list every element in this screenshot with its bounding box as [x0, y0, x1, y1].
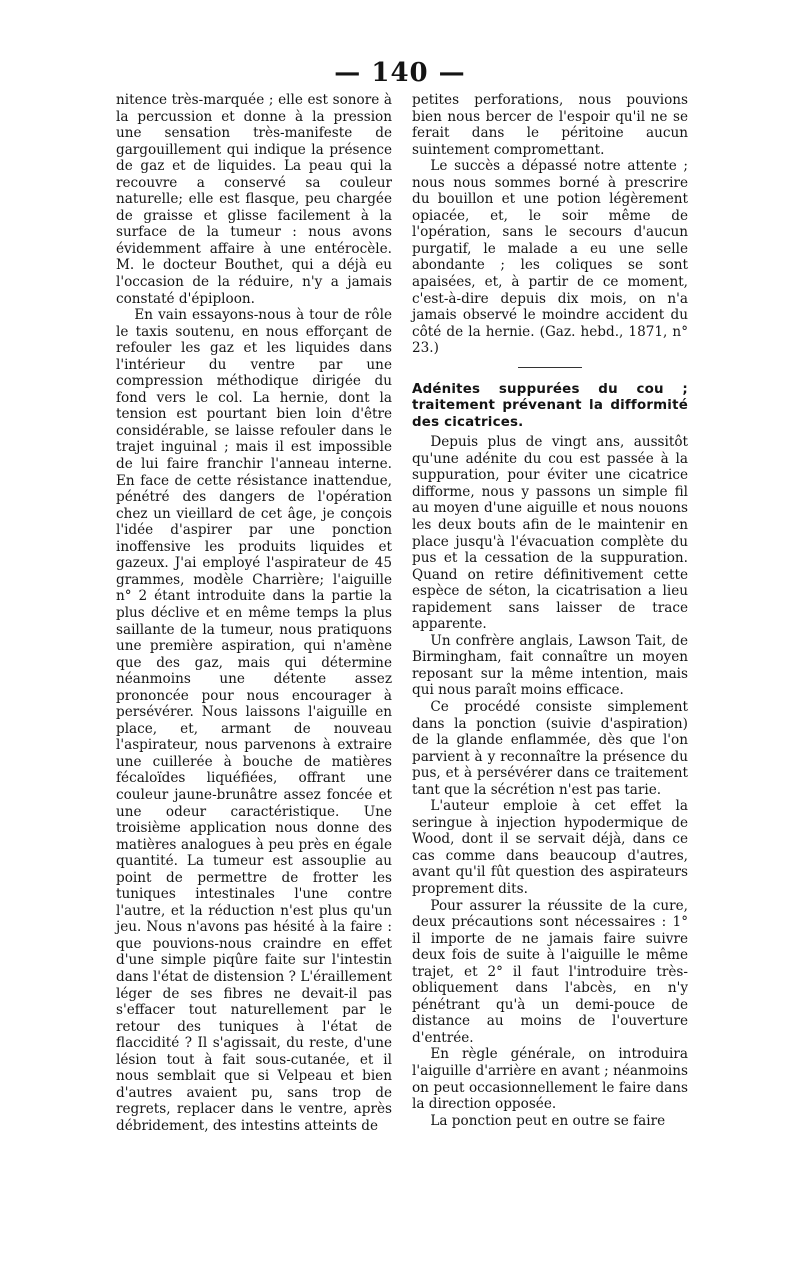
right-paragraph-6: L'auteur emploie à cet effet la seringue à injection hypodermique de Wood, dont il se servait déjà, dans ce cas comme dans beaucoup d'autres, avant qu'il fût question des aspirateurs proprement dits.: [412, 798, 688, 898]
right-paragraph-3: Depuis plus de vingt ans, aussitôt qu'une adénite du cou est passée à la suppuration, pour éviter une cicatrice difforme, nous y passons un simple fil au moyen d'une aiguille et nous nouons les deux bouts afin de le maintenir en place jusqu'à l'évacuation complète du pus et la cessation de la suppuration. Quand on retire définitivement cette espèce de séton, la cicatrisation a lieu rapidement sans laisser de trace apparente.: [412, 434, 688, 633]
left-paragraph-2: En vain essayons-nous à tour de rôle le taxis soutenu, en nous efforçant de refouler les gaz et les liquides dans l'intérieur du ventre par une compression méthodique dirigée du fond vers le col. La hernie, dont la tension est pourtant bien loin d'être considérable, se laisse refouler dans le trajet inguinal ; mais il est impossible de lui faire franchir l'anneau interne. En face de cette résistance inattendue, pénétré des dangers de l'opération chez un vieillard de cet âge, je conçois l'idée d'aspirer par une ponction inoffensive les produits liquides et gazeux. J'ai employé l'aspirateur de 45 grammes, modèle Charrière; l'aiguille n° 2 étant introduite dans la partie la plus déclive et en même temps la plus saillante de la tumeur, nous pratiquons une première aspiration, qui n'amène que des gaz, mais qui détermine néanmoins une détente assez prononcée pour nous encourager à persévérer. Nous laissons l'aiguille en place, et, armant de nouveau l'aspirateur, nous parvenons à extraire une cuillerée à bouche de matières fécaloïdes liquéfiées, offrant une couleur jaune-brunâtre assez foncée et une odeur caractéristique. Une troisième application nous donne des matières analogues à peu près en égale quantité. La tumeur est assouplie au point de permettre de frotter les tuniques intestinales l'une contre l'autre, et la réduction n'est plus qu'un jeu. Nous n'avons pas hésité à la faire : que pouvions-nous craindre en effet d'une simple piqûre faite sur l'intestin dans l'état de distension ? L'éraillement léger de ses fibres ne devait-il pas s'effacer tout naturellement par le retour des tuniques à l'état de flaccidité ? Il s'agissait, du reste, d'une lésion tout à fait sous-cutanée, et il nous semblait que si Velpeau et bien d'autres avaient pu, sans trop de regrets, replacer dans le ventre, après débridement, des intestins atteints de: [116, 307, 392, 1134]
left-paragraph-1: nitence très-marquée ; elle est sonore à la percussion et donne à la pression une sensation très-manifeste de gargouillement qui indique la présence de gaz et de liquides. La peau qui la recouvre a conservé sa couleur naturelle; elle est flasque, peu chargée de graisse et glisse facilement à la surface de la tumeur : nous avons évidemment affaire à une entérocèle. M. le docteur Bouthet, qui a déjà eu l'occasion de la réduire, n'y a jamais constaté d'épiploon.: [116, 92, 392, 307]
right-paragraph-2: Le succès a dépassé notre attente ; nous nous sommes borné à prescrire du bouillon et une potion légèrement opiacée, et, le soir même de l'opération, sans le secours d'aucun purgatif, le malade a eu une selle abondante ; les coliques se sont apaisées, et, à partir de ce moment, c'est-à-dire depuis dix mois, on n'a jamais observé le moindre accident du côté de la hernie. (Gaz. hebd., 1871, n° 23.): [412, 158, 688, 357]
right-paragraph-7: Pour assurer la réussite de la cure, deux précautions sont nécessaires : 1° il importe de ne jamais faire suivre deux fois de suite à l'aiguille le même trajet, et 2° il faut l'introduire très-obliquement dans l'abcès, en n'y pénétrant qu'à un demi-pouce de distance au moins de l'ouverture d'entrée.: [412, 897, 688, 1046]
right-column: [412, 92, 688, 1129]
right-paragraph-9: La ponction peut en outre se faire: [430, 1112, 666, 1129]
left-column: [116, 92, 392, 1134]
page-number: — 140 —: [334, 58, 466, 88]
section-divider: [518, 367, 582, 368]
right-paragraph-8: En règle générale, on introduira l'aiguille d'arrière en avant ; néanmoins on peut occasionnellement le faire dans la direction opposée.: [412, 1046, 688, 1113]
right-paragraph-4: Un confrère anglais, Lawson Tait, de Birmingham, fait connaître un moyen reposant sur la même intention, mais qui nous paraît moins efficace.: [412, 632, 688, 699]
section-heading: Adénites suppurées du cou ; traitement prévenant la difformité des cicatrices.: [412, 381, 688, 430]
right-paragraph-1: petites perforations, nous pouvions bien nous bercer de l'espoir qu'il ne se ferait dans le péritoine aucun suintement compromettant.: [412, 92, 688, 158]
right-paragraph-5: Ce procédé consiste simplement dans la ponction (suivie d'aspiration) de la glande enflammée, dès que l'on parvient à y reconnaître la présence du pus, et à persévérer dans ce traitement tant que la sécrétion n'est pas tarie.: [412, 699, 688, 798]
